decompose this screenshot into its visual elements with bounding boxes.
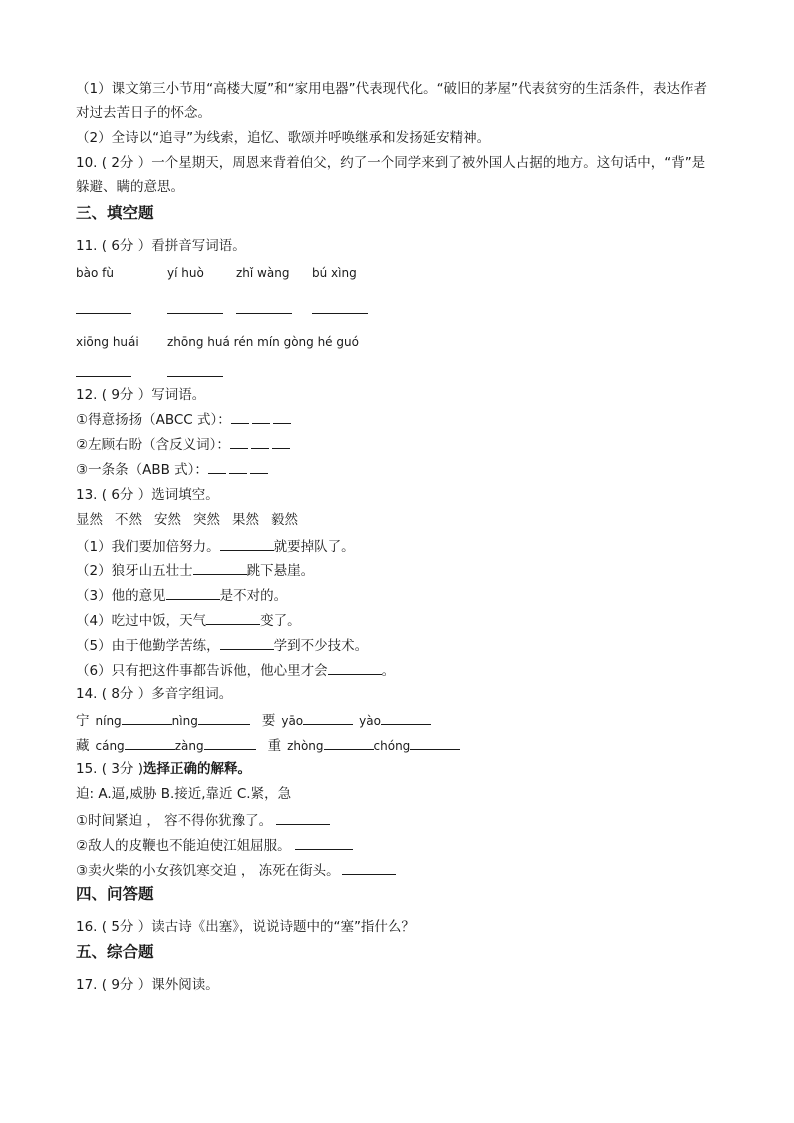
q14-blank[interactable] (198, 710, 250, 725)
q13-blank[interactable] (328, 660, 382, 675)
q14-blank[interactable] (324, 735, 374, 750)
q11-pinyin-6: zhōng huá rén mín gòng hé guó (167, 335, 359, 349)
q17: 17. ( 9分 ）课外阅读。 (76, 977, 219, 993)
q11-stem: 11. ( 6分 ）看拼音写词语。 (76, 238, 246, 254)
q12-blank[interactable] (208, 461, 226, 474)
q12-blank[interactable] (252, 411, 270, 424)
q13-item-2 (76, 560, 314, 580)
q14-blank[interactable] (204, 735, 256, 750)
q12-blank[interactable] (231, 411, 249, 424)
q11-pinyin-5: xiōng huái (76, 335, 139, 349)
q13-item-text: （3）他的意见 (76, 588, 166, 604)
q9-answer-1-line2: 对过去苦日子的怀念。 (76, 105, 211, 121)
q15-item-text: ②敌人的皮鞭也不能迫使江姐屈服。 (76, 838, 291, 854)
q13-item-text: 跳下悬崖。 (246, 563, 315, 579)
q13-item-5 (76, 635, 368, 655)
q12-item-3 (76, 461, 271, 479)
q13-item-text: 就要掉队了。 (273, 539, 355, 555)
q14-stem: 14. ( 8分 ）多音字组词。 (76, 686, 233, 702)
q14-row-1 (76, 710, 431, 730)
q14-pinyin: cáng (95, 739, 125, 753)
q15-blank[interactable] (295, 835, 353, 850)
q13-option: 显然 (76, 512, 103, 528)
q13-blank[interactable] (166, 585, 220, 600)
q13-option: 毅然 (271, 512, 298, 528)
section-title-comprehensive: 五、综合题 (76, 943, 154, 961)
q13-item-text: 变了。 (260, 613, 301, 629)
q15-blank[interactable] (342, 860, 396, 875)
q13-blank[interactable] (220, 635, 274, 650)
q11-answer-blank-4[interactable] (312, 313, 368, 314)
q11-answer-blank-6[interactable] (167, 376, 223, 377)
q13-item-text: （2）狼牙山五壮士 (76, 563, 193, 579)
q15-stem-bold: 选择正确的解释。 (142, 761, 251, 777)
q12-blank[interactable] (273, 411, 291, 424)
q14-char: 宁 (76, 713, 90, 729)
q13-item-text: 。 (381, 663, 396, 679)
q13-word-options (76, 511, 298, 529)
q15-definitions: 迫: A.逼,威胁 B.接近,靠近 C.紧，急 (76, 786, 292, 802)
q12-blank[interactable] (250, 461, 268, 474)
q13-option: 安然 (154, 512, 181, 528)
q13-item-3 (76, 585, 287, 605)
q11-pinyin-1: bào fù (76, 266, 114, 280)
q12-blank[interactable] (230, 436, 248, 449)
q9-answer-1-line1: （1）课文第三小节用“高楼大厦”和“家用电器”代表现代化。“破旧的茅屋”代表贫穷的生活条件，表达作者 (76, 81, 708, 97)
q13-item-text: （4）吃过中饭，天气 (76, 613, 207, 629)
q14-pinyin: yāo (281, 714, 304, 728)
q13-item-text: （5）由于他勤学苦练， (76, 638, 220, 654)
q12-item-1 (76, 411, 294, 429)
q9-answer-2: （2）全诗以“追寻”为线索，追忆、歌颂并呼唤继承和发扬延安精神。 (76, 130, 491, 146)
q14-pinyin: chóng (373, 739, 411, 753)
q12-item-3-text: ③一条条（ABB 式）： (76, 462, 208, 478)
q16: 16. ( 5分 ）读古诗《出塞》，说说诗题中的“塞”指什么？ (76, 919, 415, 935)
q13-blank[interactable] (206, 610, 260, 625)
q11-pinyin-2: yí huò (167, 266, 204, 280)
q13-item-6 (76, 660, 395, 680)
section-title-qa: 四、问答题 (76, 885, 154, 903)
q13-option: 突然 (193, 512, 220, 528)
q14-char: 重 (267, 738, 282, 754)
q12-stem: 12. ( 9分 ）写词语。 (76, 387, 206, 403)
q11-answer-blank-5[interactable] (76, 376, 131, 377)
q11-answer-blank-2[interactable] (167, 313, 223, 314)
q15-item-text: ①时间紧迫 ， 容不得你犹豫了。 (76, 813, 273, 829)
q14-pinyin: zhòng (287, 739, 324, 753)
q14-pinyin: nìng (171, 714, 198, 728)
q15-item-text: ③卖火柴的小女孩饥寒交迫 ， 冻死在街头。 (76, 863, 340, 879)
q13-item-text: （1）我们要加倍努力。 (76, 539, 220, 555)
q13-item-1 (76, 536, 355, 556)
q11-pinyin-3: zhǐ wàng (236, 266, 290, 280)
q11-answer-blank-1[interactable] (76, 313, 131, 314)
q13-blank[interactable] (220, 536, 274, 551)
q12-item-2 (76, 436, 293, 454)
q13-option: 不然 (115, 512, 142, 528)
q15-stem (76, 760, 251, 778)
q13-blank[interactable] (193, 560, 247, 575)
q14-pinyin: níng (95, 714, 122, 728)
q14-blank[interactable] (125, 735, 175, 750)
q11-pinyin-4: bú xìng (312, 266, 357, 280)
q12-item-2-text: ②左顾右盼（含反义词）： (76, 437, 230, 453)
q15-item-3 (76, 860, 396, 880)
q12-blank[interactable] (272, 436, 290, 449)
q11-answer-blank-3[interactable] (236, 313, 292, 314)
q14-blank[interactable] (303, 710, 353, 725)
q13-item-4 (76, 610, 301, 630)
q12-blank[interactable] (229, 461, 247, 474)
q14-row-2 (76, 735, 460, 755)
q10-line1: 10. ( 2分 ）一个星期天，周恩来背着伯父，约了一个同学来到了被外国人占据的地方。这句话中，“背”是 (76, 155, 706, 171)
q15-blank[interactable] (276, 810, 330, 825)
q13-option: 果然 (232, 512, 259, 528)
q12-item-1-text: ①得意扬扬（ABCC 式）： (76, 412, 231, 428)
q13-item-text: （6）只有把这件事都告诉他，他心里才会 (76, 663, 328, 679)
q14-blank[interactable] (122, 710, 172, 725)
q13-item-text: 学到不少技术。 (273, 638, 369, 654)
q14-blank[interactable] (410, 735, 460, 750)
q15-stem-prefix: 15. ( 3分 ) (76, 761, 143, 777)
q14-pinyin: yào (359, 714, 381, 728)
q14-char: 藏 (76, 738, 90, 754)
q12-blank[interactable] (251, 436, 269, 449)
q14-char: 要 (261, 713, 276, 729)
q15-item-1 (76, 810, 330, 830)
q13-item-text: 是不对的。 (219, 588, 288, 604)
q10-line2: 躲避、瞒的意思。 (76, 179, 184, 195)
q13-stem: 13. ( 6分 ）选词填空。 (76, 487, 219, 503)
q14-blank[interactable] (381, 710, 431, 725)
section-title-fill-blank: 三、填空题 (76, 204, 154, 222)
q15-item-2 (76, 835, 353, 855)
q14-pinyin: zàng (174, 739, 204, 753)
